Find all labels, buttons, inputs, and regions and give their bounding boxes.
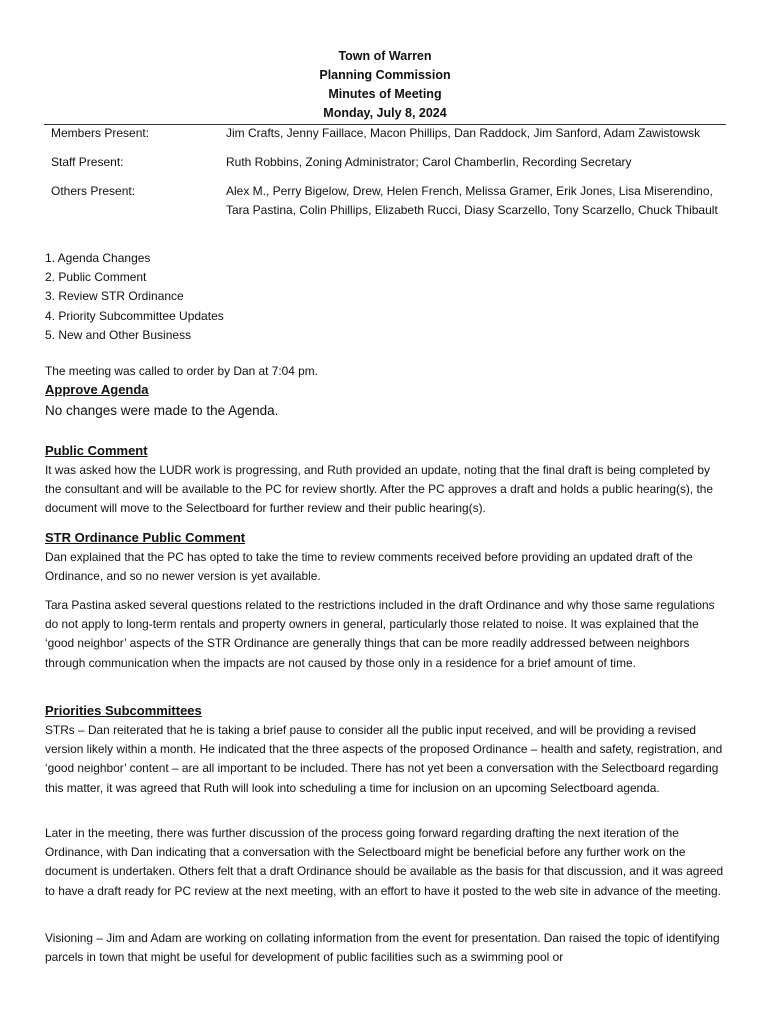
public-comment-heading: Public Comment: [45, 443, 148, 458]
public-comment-text: It was asked how the LUDR work is progressing, and Ruth provided an update, noting that the final draft is being completed by the consultant and will be available to the PC for review shortly. After the PC approves a draft and holds a public hearing(s), the document will move to the Selectboard for further review and their public hearing(s).: [45, 463, 714, 516]
minutes-title: Minutes of Meeting: [328, 87, 442, 101]
visioning-paragraph: Visioning – Jim and Adam are working on collating information from the event for presentation. Dan raised the topic of identifying parcels in town that might be useful for development of public facilities such as a swimming pool or: [45, 931, 720, 965]
priorities-paragraph-1: STRs – Dan reiterated that he is taking a brief pause to consider all the public input received, and will be providing a revised version likely within a month. He indicated that the three aspects of the proposed Ordinance – health and safety, registration, and ‘good neighbor’ content – are all important to be included. There has not yet been a conversation with the Selectboard regarding this matter, it was agreed that Ruth will look into scheduling a time for inclusion on an upcoming Selectboard agenda.: [45, 723, 723, 795]
priorities-heading: Priorities Subcommittees: [45, 703, 202, 718]
priorities-paragraph-2: Later in the meeting, there was further discussion of the process going forward regarding drafting the next iteration of the Ordinance, with Dan indicating that a conversation with the Selectboard might be beneficial before any further work on the document is undertaken. Others felt that a draft Ordinance should be available as the basis for that discussion, and it was agreed to have a draft ready for PC review at the next meeting, with an effort to have it posted to the web site in advance of the meeting.: [45, 826, 724, 898]
agenda-item: 5. New and Other Business: [45, 327, 192, 342]
agenda-list: [45, 249, 224, 345]
str-paragraph-2: Tara Pastina asked several questions related to the restrictions included in the draft Ordinance and why those same regulations do not apply to long-term rentals and property owners in general, particularly those related to noise. It was explained that the ‘good neighbor’ aspects of the STR Ordinance are generally things that can be more readily addressed between neighbors through communication when the impacts are not caused by those only in a residence for a brief amount of time.: [45, 598, 715, 670]
call-to-order: The meeting was called to order by Dan at 7:04 pm.: [45, 364, 318, 378]
agenda-item: 2. Public Comment: [45, 270, 147, 285]
town-title: Town of Warren: [338, 49, 432, 63]
str-heading: STR Ordinance Public Comment: [45, 530, 246, 545]
meeting-date: Monday, July 8, 2024: [323, 106, 447, 120]
members-label: Members Present:: [51, 126, 150, 140]
approve-agenda-text: No changes were made to the Agenda.: [45, 403, 279, 418]
staff-label: Staff Present:: [51, 155, 124, 169]
agenda-item: 4. Priority Subcommittee Updates: [45, 308, 224, 323]
members-value: Jim Crafts, Jenny Faillace, Macon Phillips, Dan Raddock, Jim Sanford, Adam Zawistowsk: [226, 126, 701, 140]
commission-title: Planning Commission: [319, 68, 451, 82]
others-value: Alex M., Perry Bigelow, Drew, Helen French, Melissa Gramer, Erik Jones, Lisa Miserendino, Tara Pastina, Colin Phillips, Elizabeth Rucci, Diasy Scarzello, Tony Scarzello, Chuck Thibault: [226, 184, 718, 218]
agenda-item: 1. Agenda Changes: [45, 251, 151, 265]
str-paragraph-1: Dan explained that the PC has opted to take the time to review comments received before providing an updated draft of the Ordinance, and so no newer version is yet available.: [45, 550, 693, 584]
staff-value: Ruth Robbins, Zoning Administrator; Carol Chamberlin, Recording Secretary: [226, 155, 632, 169]
agenda-item: 3. Review STR Ordinance: [45, 289, 184, 304]
approve-agenda-heading: Approve Agenda: [45, 382, 149, 397]
others-label: Others Present:: [51, 184, 136, 198]
